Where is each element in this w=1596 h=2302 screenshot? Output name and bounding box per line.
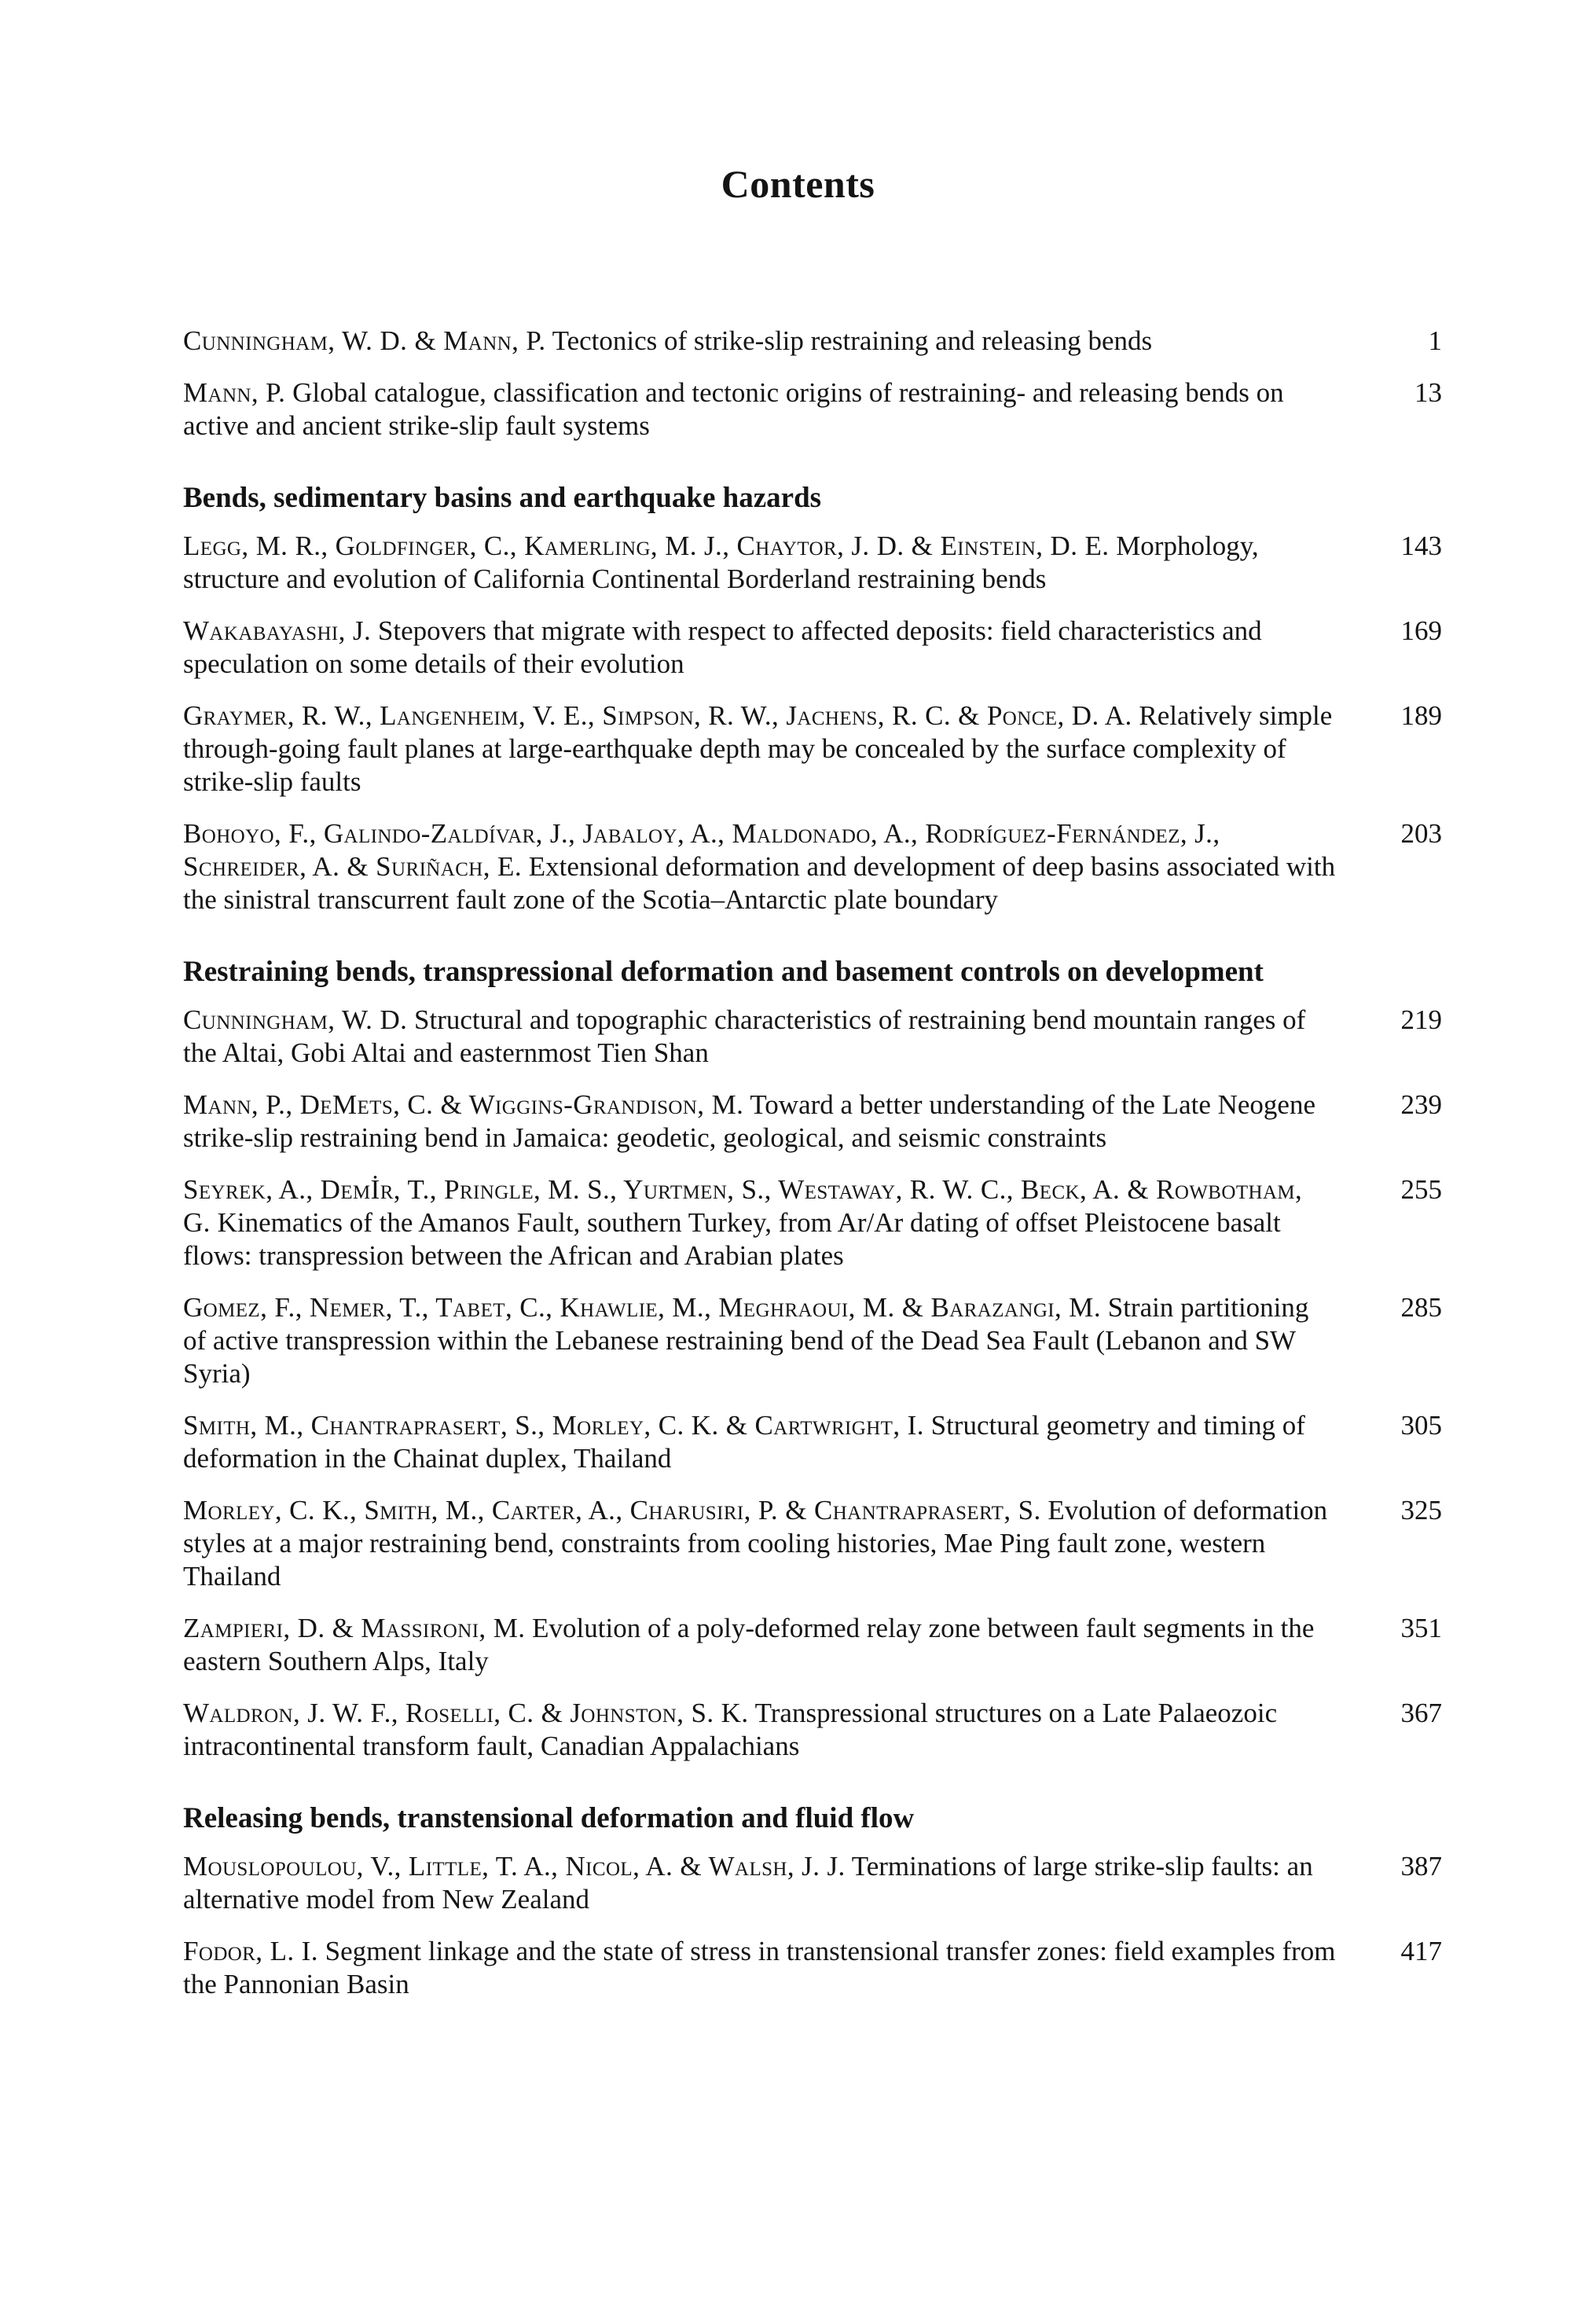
entry-text (183, 1612, 1336, 1678)
entry-authors: Legg, M. R., Goldfinger, C., Kamerling, M. J., Chaytor, J. D. & Einstein, D. E. (183, 531, 1110, 561)
entry-title: Global catalogue, classification and tectonic origins of restraining- and releasing bends on active and ancient strike-slip fault systems (183, 377, 1284, 441)
toc-entry (183, 1089, 1596, 1155)
entry-text (183, 1004, 1336, 1070)
toc-section (183, 1801, 1596, 2001)
entry-title: Evolution of a poly-deformed relay zone between fault segments in the eastern Southern Alps, Italy (183, 1613, 1315, 1676)
toc-entry (183, 530, 1596, 596)
entry-text (183, 817, 1336, 916)
entry-text (183, 1935, 1336, 2001)
toc-entry (183, 1935, 1596, 2001)
toc-entry (183, 817, 1596, 916)
entry-title: Segment linkage and the state of stress in transtensional transfer zones: field examples from the Pannonian Basin (183, 1936, 1336, 1999)
table-of-contents (0, 325, 1596, 2256)
toc-entry (183, 1494, 1596, 1593)
entry-authors: Waldron, J. W. F., Roselli, C. & Johnston, S. K. (183, 1698, 749, 1728)
entry-page-number: 417 (1400, 1936, 1442, 1966)
toc-entry (183, 1612, 1596, 1678)
toc-entry (183, 1291, 1596, 1390)
section-heading: Restraining bends, transpressional deformation and basement controls on development (183, 956, 1264, 988)
entry-title: Tectonics of strike-slip restraining and releasing bends (545, 325, 1153, 356)
entry-authors: Zampieri, D. & Massironi, M. (183, 1613, 526, 1643)
entry-authors: Fodor, L. I. (183, 1936, 318, 1966)
toc-section (183, 325, 1596, 442)
entry-text (183, 1409, 1336, 1475)
entry-authors: Seyrek, A., Demİr, T., Pringle, M. S., Yurtmen, S., Westaway, R. W. C., Beck, A. & Rowbotham, G. (183, 1174, 1303, 1238)
entry-title: Relatively simple through-going fault planes at large-earthquake depth may be concealed by the surface complexity of strike-slip faults (183, 700, 1333, 797)
entry-text (183, 1697, 1336, 1763)
entry-authors: Bohoyo, F., Galindo-Zaldívar, J., Jabaloy, A., Maldonado, A., Rodríguez-Fernández, J., Schreider, A. & Suriñach, E. (183, 818, 1220, 882)
entry-text (183, 325, 1336, 358)
entry-text (183, 1850, 1336, 1916)
toc-entry (183, 325, 1596, 358)
entry-authors: Mann, P., DeMets, C. & Wiggins-Grandison, M. (183, 1089, 744, 1120)
entry-title: Transpressional structures on a Late Palaeozoic intracontinental transform fault, Canadian Appalachians (183, 1698, 1278, 1761)
entry-title: Structural and topographic characteristics of restraining bend mountain ranges of the Altai, Gobi Altai and easternmost Tien Shan (183, 1004, 1306, 1068)
entry-title: Kinematics of the Amanos Fault, southern Turkey, from Ar/Ar dating of offset Pleistocene basalt flows: transpression between the African and Arabian plates (183, 1207, 1281, 1271)
entry-page-number: 255 (1400, 1174, 1442, 1205)
entry-page-number: 367 (1400, 1698, 1442, 1728)
entry-authors: Gomez, F., Nemer, T., Tabet, C., Khawlie, M., Meghraoui, M. & Barazangi, M. (183, 1292, 1101, 1323)
entry-text (183, 1173, 1336, 1272)
entry-authors: Cunningham, W. D. & Mann, P. (183, 325, 546, 356)
entry-text (183, 699, 1336, 799)
entry-authors: Graymer, R. W., Langenheim, V. E., Simpson, R. W., Jachens, R. C. & Ponce, D. A. (183, 700, 1132, 731)
entry-title: Toward a better understanding of the Late Neogene strike-slip restraining bend in Jamaica: geodetic, geological, and seismic constraints (183, 1089, 1315, 1153)
entry-page-number: 169 (1400, 615, 1442, 646)
entry-text (183, 1291, 1336, 1390)
toc-entry (183, 699, 1596, 799)
toc-entry (183, 1173, 1596, 1272)
entry-authors: Mouslopoulou, V., Little, T. A., Nicol, A. & Walsh, J. J. (183, 1851, 846, 1882)
entry-page-number: 13 (1414, 377, 1442, 408)
entry-text (183, 1089, 1336, 1155)
section-heading: Bends, sedimentary basins and earthquake hazards (183, 482, 822, 514)
entry-authors: Cunningham, W. D. (183, 1004, 408, 1035)
entry-authors: Wakabayashi, J. (183, 615, 372, 646)
entry-page-number: 351 (1400, 1613, 1442, 1643)
entry-title: Morphology, structure and evolution of California Continental Borderland restraining bends (183, 531, 1259, 594)
entry-text (183, 376, 1336, 442)
entry-title: Extensional deformation and development of deep basins associated with the sinistral transcurrent fault zone of the Scotia–Antarctic plate boundary (183, 851, 1336, 915)
toc-entry (183, 1409, 1596, 1475)
toc-entry (183, 615, 1596, 681)
toc-section (183, 954, 1596, 1763)
entry-authors: Morley, C. K., Smith, M., Carter, A., Charusiri, P. & Chantraprasert, S. (183, 1495, 1041, 1525)
entry-page-number: 203 (1400, 818, 1442, 849)
toc-entry (183, 376, 1596, 442)
entry-page-number: 305 (1400, 1410, 1442, 1441)
entry-page-number: 387 (1400, 1851, 1442, 1882)
entry-page-number: 1 (1428, 325, 1442, 356)
entry-title: Stepovers that migrate with respect to affected deposits: field characteristics and speculation on some details of their evolution (183, 615, 1262, 679)
entry-title: Structural geometry and timing of deformation in the Chainat duplex, Thailand (183, 1410, 1305, 1474)
entry-text (183, 1494, 1336, 1593)
entry-text (183, 530, 1336, 596)
entry-authors: Smith, M., Chantraprasert, S., Morley, C. K. & Cartwright, I. (183, 1410, 924, 1441)
entry-title: Terminations of large strike-slip faults: an alternative model from New Zealand (183, 1851, 1313, 1915)
page-title: Contents (721, 162, 875, 206)
toc-entry (183, 1850, 1596, 1916)
entry-title: Evolution of deformation styles at a major restraining bend, constraints from cooling histories, Mae Ping fault zone, western Thailand (183, 1495, 1328, 1592)
entry-title: Strain partitioning of active transpression within the Lebanese restraining bend of the Dead Sea Fault (Lebanon and SW Syria) (183, 1292, 1309, 1389)
toc-entry (183, 1697, 1596, 1763)
entry-authors: Mann, P. (183, 377, 286, 408)
entry-text (183, 615, 1336, 681)
entry-page-number: 239 (1400, 1089, 1442, 1120)
entry-page-number: 325 (1400, 1495, 1442, 1525)
entry-page-number: 285 (1400, 1292, 1442, 1323)
toc-section (183, 480, 1596, 916)
entry-page-number: 189 (1400, 700, 1442, 731)
section-heading: Releasing bends, transtensional deformation and fluid flow (183, 1802, 915, 1834)
entry-page-number: 143 (1400, 531, 1442, 561)
entry-page-number: 219 (1400, 1004, 1442, 1035)
toc-entry (183, 1004, 1596, 1070)
